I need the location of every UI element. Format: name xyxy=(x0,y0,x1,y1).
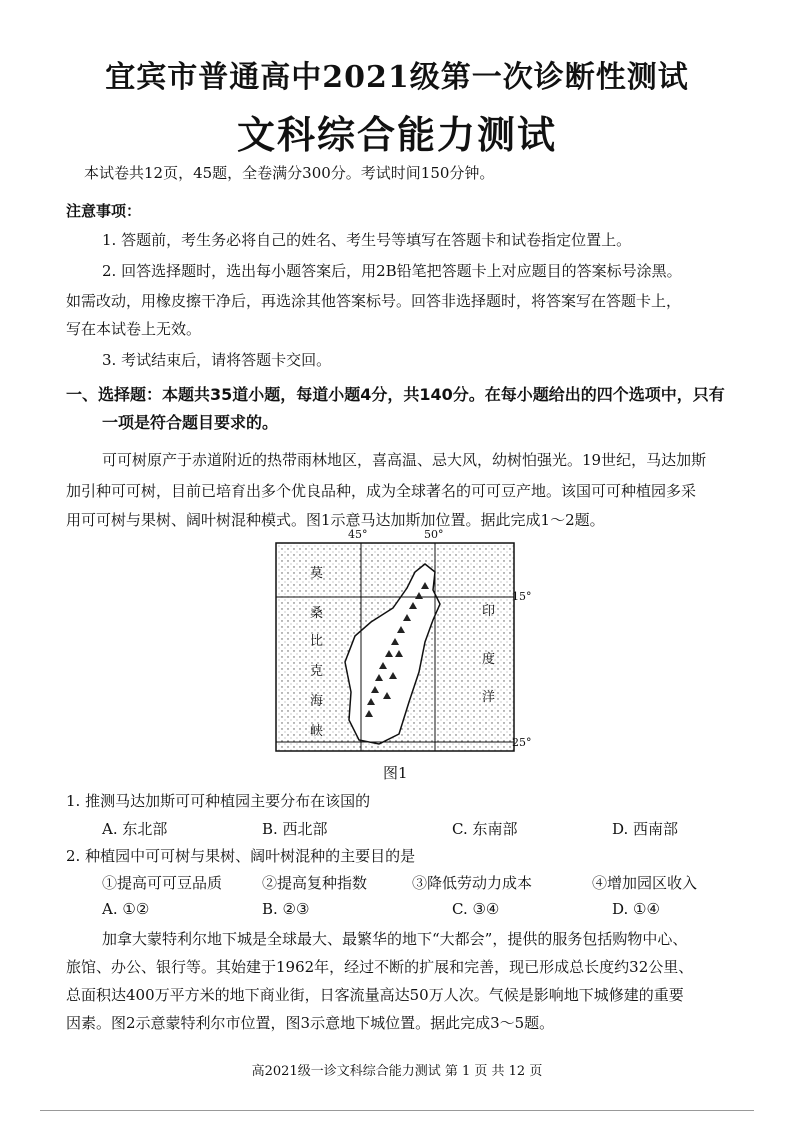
q2-option-c: C. ③④ xyxy=(452,900,500,918)
lat-25-label: 25° xyxy=(512,736,532,749)
figure1-caption: 图1 xyxy=(383,764,408,782)
note-item-3: 3. 考试结束后，请将答题卡交回。 xyxy=(102,351,332,369)
notes-heading: 注意事项： xyxy=(66,202,142,220)
note-item-2: 2. 回答选择题时，选出每小题答案后，用2B铅笔把答题卡上对应题目的答案标号涂黑。 xyxy=(102,262,682,280)
map-label-mozambique-1: 莫 xyxy=(310,566,324,581)
q2-option-b: B. ②③ xyxy=(262,900,310,918)
exam-info: 本试卷共12页，45题，全卷满分300分。考试时间150分钟。 xyxy=(84,164,495,182)
note-item-2-cont2: 写在本试卷上无效。 xyxy=(66,320,202,338)
note-item-1: 1. 答题前，考生务必将自己的姓名、考生号等填写在答题卡和试卷指定位置上。 xyxy=(102,231,632,249)
map-label-mozambique-6: 峡 xyxy=(310,724,324,739)
map-label-mozambique-5: 海 xyxy=(310,694,324,709)
map-label-indian-ocean-3: 洋 xyxy=(482,690,496,705)
q1-option-a: A. 东北部 xyxy=(102,820,168,838)
page-edge-line xyxy=(40,1110,754,1111)
passage1-line3: 用可可树与果树、阔叶树混种模式。图1示意马达加斯加位置。据此完成1～2题。 xyxy=(66,511,605,529)
q1-option-b: B. 西北部 xyxy=(262,820,328,838)
q2-statement-1: ①提高可可豆品质 xyxy=(102,874,223,892)
passage1-line1: 可可树原产于赤道附近的热带雨林地区，喜高温、忌大风，幼树怕强光。19世纪，马达加斯 xyxy=(102,451,707,469)
section-heading: 一、选择题：本题共35道小题，每道小题4分，共140分。在每小题给出的四个选项中，只有 xyxy=(66,385,725,404)
map-label-mozambique-4: 克 xyxy=(310,664,324,679)
q2-statement-3: ③降低劳动力成本 xyxy=(412,874,533,892)
map-label-mozambique-2: 桑 xyxy=(310,606,324,621)
passage1-line2: 加引种可可树，目前已培育出多个优良品种，成为全球著名的可可豆产地。该国可可种植园多采 xyxy=(66,482,697,500)
map-label-mozambique-3: 比 xyxy=(310,634,324,649)
q2-option-a: A. ①② xyxy=(102,900,150,918)
lat-15-label: 15° xyxy=(512,590,532,603)
section-heading-cont: 一项是符合题目要求的。 xyxy=(102,413,279,432)
passage2-line4: 因素。图2示意蒙特利尔市位置，图3示意地下城位置。据此完成3～5题。 xyxy=(66,1014,555,1032)
q2-statement-4: ④增加园区收入 xyxy=(592,874,698,892)
lon-45-label: 45° xyxy=(348,528,368,541)
q1-stem: 1. 推测马达加斯可可种植园主要分布在该国的 xyxy=(66,792,371,810)
passage2-line1: 加拿大蒙特利尔地下城是全球最大、最繁华的地下“大都会”，提供的服务包括购物中心、 xyxy=(102,930,688,948)
page-footer: 高2021级一诊文科综合能力测试 第 1 页 共 12 页 xyxy=(251,1064,543,1079)
exam-title: 宜宾市普通高中2021级第一次诊断性测试 xyxy=(105,60,689,95)
passage2-line2: 旅馆、办公、银行等。其始建于1962年，经过不断的扩展和完善，现已形成总长度约32公里、 xyxy=(66,958,694,976)
lon-50-label: 50° xyxy=(424,528,444,541)
q2-option-d: D. ①④ xyxy=(612,900,660,918)
passage2-line3: 总面积达400万平方米的地下商业街，日客流量高达50万人次。气候是影响地下城修建的重要 xyxy=(66,986,684,1004)
map-label-indian-ocean-1: 印 xyxy=(482,604,496,619)
q2-stem: 2. 种植园中可可树与果树、阔叶树混种的主要目的是 xyxy=(66,847,416,865)
subject-title: 文科综合能力测试 xyxy=(236,112,557,157)
q1-option-c: C. 东南部 xyxy=(452,820,518,838)
q1-option-d: D. 西南部 xyxy=(612,820,679,838)
note-item-2-cont: 如需改动，用橡皮擦干净后，再选涂其他答案标号。回答非选择题时，将答案写在答题卡上， xyxy=(66,292,682,310)
map-label-indian-ocean-2: 度 xyxy=(482,652,496,667)
q2-statement-2: ②提高复种指数 xyxy=(262,874,368,892)
